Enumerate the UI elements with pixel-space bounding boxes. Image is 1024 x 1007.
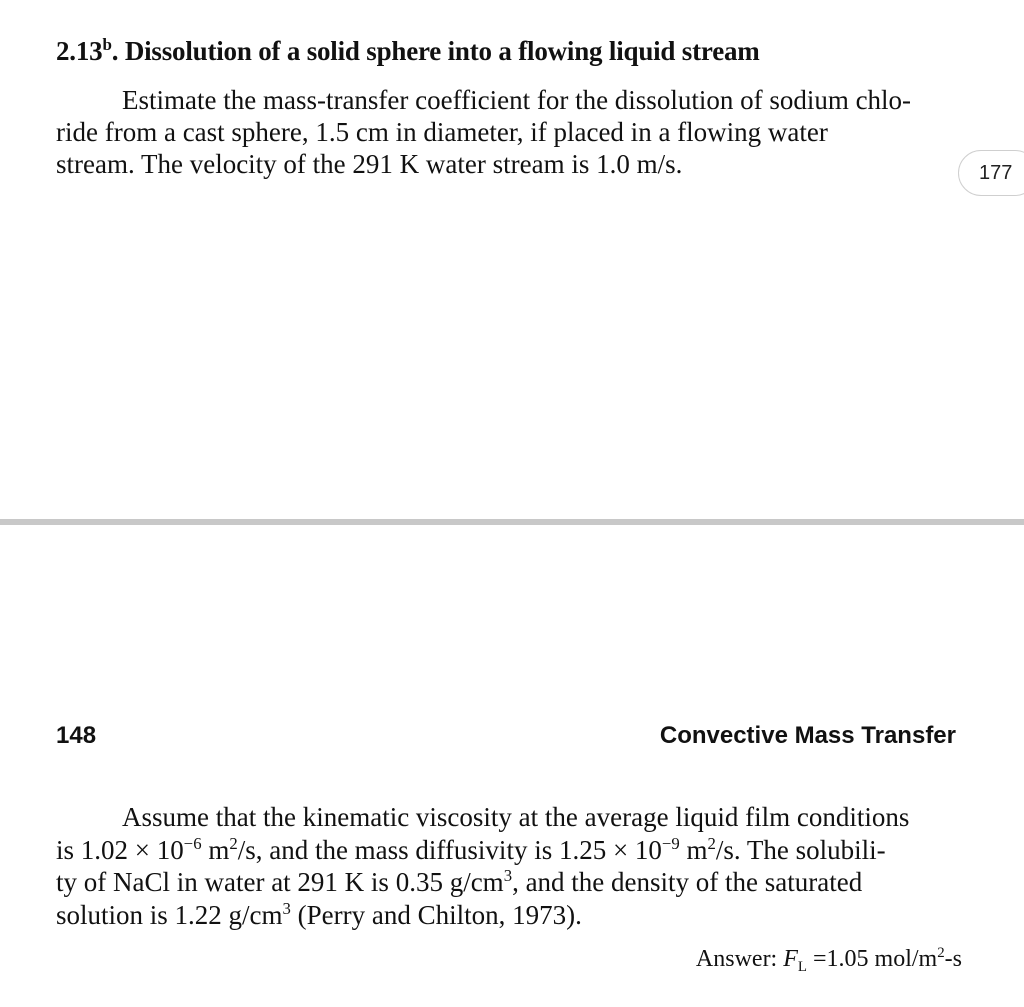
page-number-indicator[interactable]: 177 xyxy=(958,150,1024,196)
continuation-line: ty of NaCl in water at 291 K is 0.35 $g/cm^3$, and the density of the saturated xyxy=(56,865,863,897)
problem-difficulty-superscript: b xyxy=(102,34,112,54)
problem-heading xyxy=(56,36,760,67)
continuation-line: solution is 1.22 $g/cm^3$ (Perry and Chilton, 1973). xyxy=(56,898,582,930)
answer-line: Answer: $F_L =1.05$ mol/$m^2-s$ xyxy=(695,945,962,976)
running-head-chapter-title: Convective Mass Transfer xyxy=(659,722,956,749)
problem-line: stream. The velocity of the 291 K water stream is 1.0 m/s. xyxy=(56,149,683,179)
continuation-line: is $1.02 \times 10^{-6}$ $m^2/s$, and the mass diffusivity is $1.25 \times 10^{-9}$ $m^2/s$. The solubili- xyxy=(56,833,886,865)
problem-title: . Dissolution of a solid sphere into a flowing liquid stream xyxy=(111,36,760,66)
problem-line: Estimate the mass-transfer coefficient for the dissolution of sodium chlo- xyxy=(122,85,912,115)
problem-statement xyxy=(56,84,968,180)
running-head-page-number: 148 xyxy=(56,722,97,749)
problem-continuation xyxy=(56,801,966,931)
bottom-page xyxy=(0,525,1024,1007)
problem-number: 2.13 xyxy=(56,36,103,66)
problem-line: ride from a cast sphere, 1.5 cm in diameter, if placed in a flowing water xyxy=(56,117,828,147)
continuation-line: Assume that the kinematic viscosity at the average liquid film conditions xyxy=(122,802,910,832)
